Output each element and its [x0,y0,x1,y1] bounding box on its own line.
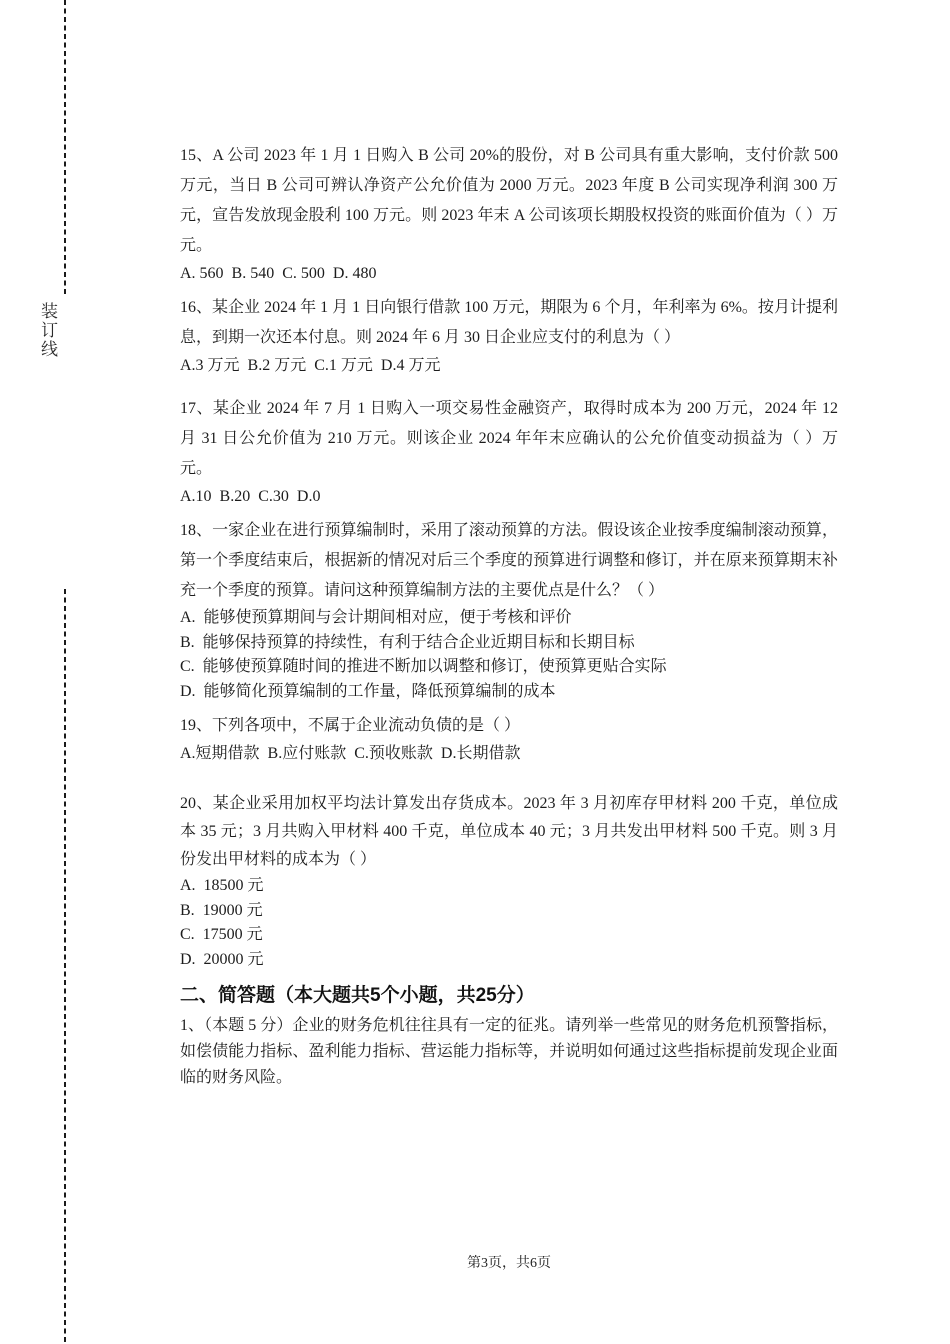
question-text: 20、某企业采用加权平均法计算发出存货成本。2023 年 3 月初库存甲材料 200 千克，单位成本 35 元；3 月共购入甲材料 400 千克，单位成本 40 元；3 月共发出甲材料 500 千克。则 3 月份发出甲材料的成本为（ ） [180,795,838,868]
binding-line-top [64,0,66,295]
option-c: C. 17500 元 [180,926,263,943]
question-17 [180,394,838,509]
question-options-line: A. 560 B. 540 C. 500 D. 480 [180,265,377,282]
option-c: C. 能够使预算随时间的推进不断加以调整和修订，使预算更贴合实际 [180,658,667,675]
question-options-line: A.3 万元 B.2 万元 C.1 万元 D.4 万元 [180,357,441,374]
section-2-question-1: 1、（本题 5 分）企业的财务危机往往具有一定的征兆。请列举一些常见的财务危机预警指标，如偿债能力指标、盈利能力指标、营运能力指标等，并说明如何通过这些指标提前发现企业面临的财务风险。 [180,1017,838,1086]
question-text: 15、A 公司 2023 年 1 月 1 日购入 B 公司 20%的股份，对 B 公司具有重大影响，支付价款 500 万元，当日 B 公司可辨认净资产公允价值为 2000 万元。2023 年度 B 公司实现净利润 300 万元，宣告发放现金股利 100 万元。则 2023 年末 A 公司该项长期股权投资的账面价值为（ ）万元。 [180,147,838,254]
question-options-line: A.10 B.20 C.30 D.0 [180,488,321,505]
section-2-heading: 二、简答题（本大题共5个小题，共25分） [180,985,535,1006]
question-20 [180,790,838,972]
page-number: 第3页，共6页 [467,1256,551,1271]
question-16 [180,293,838,378]
question-text: 19、下列各项中，不属于企业流动负债的是（ ） [180,717,521,734]
option-a: A. 18500 元 [180,877,264,894]
question-text: 16、某企业 2024 年 1 月 1 日向银行借款 100 万元，期限为 6 个月，年利率为 6%。按月计提利息，到期一次还本付息。则 2024 年 6 月 30 日企业应支付的利息为（ ） [180,299,838,346]
option-b: B. 19000 元 [180,901,263,919]
question-text: 18、一家企业在进行预算编制时，采用了滚动预算的方法。假设该企业按季度编制滚动预算，第一个季度结束后，根据新的情况对后三个季度的预算进行调整和修订，并在原来预算期末补充一个季度的预算。请问这种预算编制方法的主要优点是什么？（ ） [180,522,838,599]
question-options-line: A.短期借款 B.应付账款 C.预收账款 D.长期借款 [180,745,521,762]
option-d: D. 能够简化预算编制的工作量，降低预算编制的成本 [180,682,556,700]
option-b: B. 能够保持预算的持续性，有利于结合企业近期目标和长期目标 [180,633,635,651]
option-d: D. 20000 元 [180,950,264,968]
option-a: A. 能够使预算期间与会计期间相对应，便于考核和评价 [180,609,572,626]
binding-line-label: 装订线 [38,302,57,359]
question-15 [180,141,838,286]
question-text: 17、某企业 2024 年 7 月 1 日购入一项交易性金融资产，取得时成本为 200 万元，2024 年 12 月 31 日公允价值为 210 万元。则该企业 2024 年年末应确认的公允价值变动损益为（ ）万元。 [180,400,838,477]
question-19 [180,711,838,766]
question-18 [180,516,838,704]
binding-line-bottom [64,589,66,1344]
